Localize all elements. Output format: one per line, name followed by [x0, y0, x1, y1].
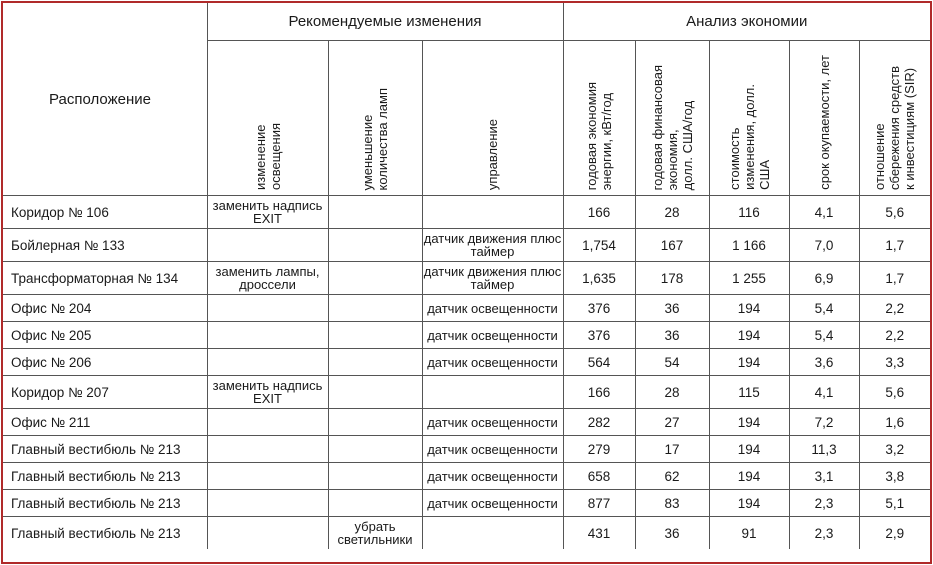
table-row [3, 409, 930, 436]
cell-change-cost: 194 [709, 322, 789, 349]
cell-financial-savings: 54 [635, 349, 709, 376]
cell-energy-savings: 279 [563, 436, 635, 463]
cell-lamp-reduction [328, 322, 422, 349]
cell-change-cost: 194 [709, 409, 789, 436]
location-header: Расположение [3, 3, 207, 196]
cell-control: датчик освещенности [422, 349, 563, 376]
column-header-line: к инвестициям (SIR) [902, 67, 918, 190]
cell-lighting-change: заменить лампы, дроссели [207, 262, 328, 295]
cell-lamp-reduction [328, 463, 422, 490]
cell-control: датчик освещенности [422, 409, 563, 436]
cell-lamp-reduction [328, 409, 422, 436]
cell-control: датчик освещенности [422, 322, 563, 349]
cell-sir: 2,9 [859, 517, 930, 550]
cell-lighting-change: заменить надпись EXIT [207, 376, 328, 409]
cell-energy-savings: 282 [563, 409, 635, 436]
cell-change-cost: 194 [709, 295, 789, 322]
column-header-line: долл. США/год [679, 100, 695, 190]
column-header-line: энергии, кВт/год [599, 92, 614, 190]
cell-financial-savings: 28 [635, 196, 709, 229]
cell-control: датчик движения плюс таймер [422, 229, 563, 262]
cell-control: датчик освещенности [422, 490, 563, 517]
cell-change-cost: 194 [709, 490, 789, 517]
cell-sir: 3,3 [859, 349, 930, 376]
table-row [3, 517, 930, 550]
cell-location: Офис № 204 [3, 295, 207, 322]
cell-sir: 3,8 [859, 463, 930, 490]
cell-payback: 5,4 [789, 295, 859, 322]
column-header-line: отношение [872, 123, 888, 190]
cell-sir: 1,6 [859, 409, 930, 436]
cell-location: Офис № 206 [3, 349, 207, 376]
cell-change-cost: 1 166 [709, 229, 789, 262]
cell-energy-savings: 166 [563, 376, 635, 409]
column-header-line: управление [485, 118, 500, 190]
cell-energy-savings: 1,635 [563, 262, 635, 295]
cell-location: Коридор № 207 [3, 376, 207, 409]
cell-location: Офис № 205 [3, 322, 207, 349]
column-header-line: экономия, [664, 129, 680, 190]
cell-payback: 7,0 [789, 229, 859, 262]
savings-table [3, 3, 930, 549]
cell-location: Главный вестибюль № 213 [3, 436, 207, 463]
cell-financial-savings: 36 [635, 295, 709, 322]
cell-energy-savings: 658 [563, 463, 635, 490]
cell-change-cost: 194 [709, 436, 789, 463]
cell-financial-savings: 178 [635, 262, 709, 295]
col-energy-savings [563, 41, 635, 196]
cell-control: датчик движения плюс таймер [422, 262, 563, 295]
cell-lamp-reduction [328, 229, 422, 262]
cell-control: датчик освещенности [422, 295, 563, 322]
cell-energy-savings: 1,754 [563, 229, 635, 262]
col-financial-savings [635, 41, 709, 196]
cell-financial-savings: 167 [635, 229, 709, 262]
cell-change-cost: 91 [709, 517, 789, 550]
cell-financial-savings: 27 [635, 409, 709, 436]
table-body [3, 196, 930, 550]
table-row [3, 229, 930, 262]
cell-financial-savings: 36 [635, 517, 709, 550]
cell-change-cost: 115 [709, 376, 789, 409]
table-row [3, 262, 930, 295]
column-header-line: годовая финансовая [649, 64, 665, 190]
cell-lamp-reduction [328, 295, 422, 322]
table-frame [1, 1, 932, 564]
table-row [3, 436, 930, 463]
cell-energy-savings: 376 [563, 295, 635, 322]
table-row [3, 463, 930, 490]
cell-sir: 2,2 [859, 322, 930, 349]
cell-energy-savings: 376 [563, 322, 635, 349]
cell-lighting-change [207, 436, 328, 463]
cell-lamp-reduction [328, 349, 422, 376]
cell-sir: 2,2 [859, 295, 930, 322]
column-header-line: сбережения средств [887, 66, 903, 190]
cell-financial-savings: 28 [635, 376, 709, 409]
column-header-line: США [756, 160, 772, 190]
column-header-line: уменьшение [360, 114, 375, 190]
column-header-line: количества ламп [375, 87, 390, 190]
column-header-line: годовая экономия [584, 81, 599, 190]
cell-sir: 5,1 [859, 490, 930, 517]
cell-control [422, 376, 563, 409]
cell-financial-savings: 17 [635, 436, 709, 463]
col-sir [859, 41, 930, 196]
col-change-cost [709, 41, 789, 196]
cell-lighting-change [207, 490, 328, 517]
table-row [3, 196, 930, 229]
cell-change-cost: 194 [709, 349, 789, 376]
cell-payback: 3,1 [789, 463, 859, 490]
cell-payback: 4,1 [789, 376, 859, 409]
cell-lamp-reduction: убрать светильники [328, 517, 422, 550]
cell-lighting-change [207, 322, 328, 349]
column-header-line: срок окупаемости, лет [816, 55, 832, 190]
cell-payback: 6,9 [789, 262, 859, 295]
cell-change-cost: 1 255 [709, 262, 789, 295]
cell-sir: 5,6 [859, 376, 930, 409]
col-control [422, 41, 563, 196]
cell-location: Бойлерная № 133 [3, 229, 207, 262]
table-row [3, 490, 930, 517]
cell-payback: 3,6 [789, 349, 859, 376]
cell-energy-savings: 564 [563, 349, 635, 376]
cell-payback: 7,2 [789, 409, 859, 436]
table-row [3, 322, 930, 349]
cell-control: датчик освещенности [422, 463, 563, 490]
cell-change-cost: 116 [709, 196, 789, 229]
cell-location: Офис № 211 [3, 409, 207, 436]
cell-payback: 5,4 [789, 322, 859, 349]
cell-payback: 4,1 [789, 196, 859, 229]
col-lamp-reduction [328, 41, 422, 196]
cell-energy-savings: 166 [563, 196, 635, 229]
cell-lighting-change [207, 295, 328, 322]
column-header-line: освещения [267, 123, 283, 190]
savings-analysis-header: Анализ экономии [563, 3, 930, 41]
cell-lighting-change [207, 409, 328, 436]
cell-control [422, 196, 563, 229]
table-row [3, 376, 930, 409]
cell-lighting-change [207, 463, 328, 490]
cell-location: Трансформаторная № 134 [3, 262, 207, 295]
cell-payback: 2,3 [789, 517, 859, 550]
cell-lamp-reduction [328, 196, 422, 229]
cell-financial-savings: 83 [635, 490, 709, 517]
table-row [3, 349, 930, 376]
cell-lamp-reduction [328, 490, 422, 517]
cell-control [422, 517, 563, 550]
cell-lamp-reduction [328, 262, 422, 295]
cell-sir: 1,7 [859, 229, 930, 262]
cell-lamp-reduction [328, 376, 422, 409]
cell-location: Коридор № 106 [3, 196, 207, 229]
cell-financial-savings: 62 [635, 463, 709, 490]
cell-location: Главный вестибюль № 213 [3, 517, 207, 550]
cell-location: Главный вестибюль № 213 [3, 490, 207, 517]
column-header-line: изменение [252, 124, 268, 190]
cell-payback: 2,3 [789, 490, 859, 517]
cell-lighting-change: заменить надпись EXIT [207, 196, 328, 229]
cell-lighting-change [207, 517, 328, 550]
cell-sir: 1,7 [859, 262, 930, 295]
cell-financial-savings: 36 [635, 322, 709, 349]
column-header-line: стоимость [726, 127, 742, 190]
cell-sir: 5,6 [859, 196, 930, 229]
column-header-line: изменения, долл. [741, 84, 757, 190]
table-row [3, 295, 930, 322]
recommended-changes-header: Рекомендуемые изменения [207, 3, 563, 41]
cell-energy-savings: 877 [563, 490, 635, 517]
cell-sir: 3,2 [859, 436, 930, 463]
cell-energy-savings: 431 [563, 517, 635, 550]
cell-payback: 11,3 [789, 436, 859, 463]
cell-lighting-change [207, 229, 328, 262]
cell-lamp-reduction [328, 436, 422, 463]
cell-control: датчик освещенности [422, 436, 563, 463]
cell-change-cost: 194 [709, 463, 789, 490]
col-lighting-change [207, 41, 328, 196]
col-payback [789, 41, 859, 196]
cell-location: Главный вестибюль № 213 [3, 463, 207, 490]
cell-lighting-change [207, 349, 328, 376]
